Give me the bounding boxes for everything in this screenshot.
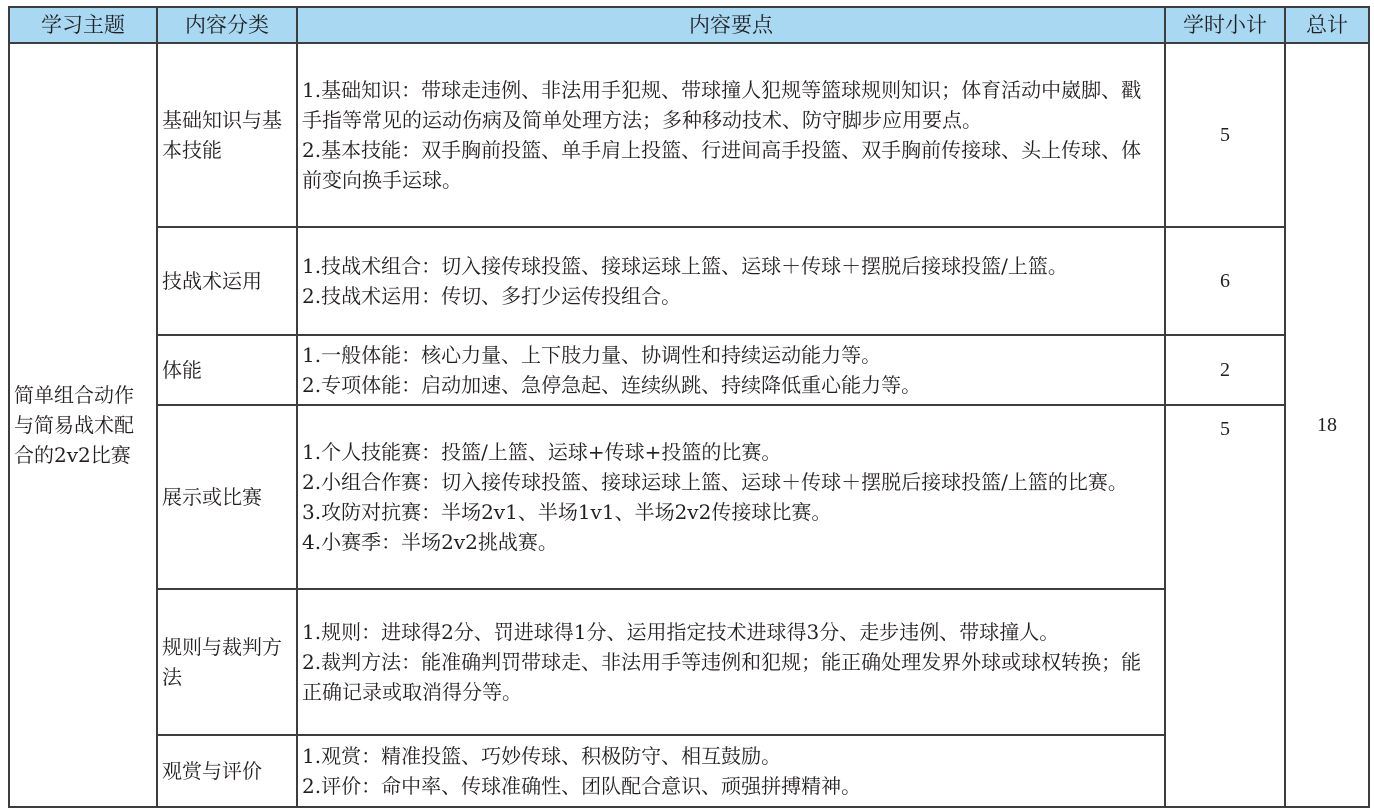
- content-point: 1.规则：进球得2分、罚进球得1分、运用指定技术进球得3分、走步违例、带球撞人。: [302, 620, 1060, 644]
- content-point: 2.小组合作赛：切入接传球投篮、接球运球上篮、运球＋传球＋摆脱后接球投篮/上篮的比赛。: [302, 470, 1128, 494]
- points-cell: [297, 227, 1165, 335]
- points-cell: [297, 405, 1165, 589]
- header-category: 内容分类: [157, 7, 297, 43]
- content-point: 2.评价：命中率、传球准确性、团队配合意识、顽强拼搏精神。: [302, 774, 862, 798]
- table-row: [9, 335, 1369, 405]
- category-cell: 观赏与评价: [157, 735, 297, 807]
- total-cell: 18: [1285, 43, 1369, 807]
- content-point: 1.基础知识：带球走违例、非法用手犯规、带球撞人犯规等篮球规则知识；体育活动中崴脚、戳手指等常见的运动伤病及简单处理方法；多种移动技术、防守脚步应用要点。: [302, 78, 1142, 132]
- content-point: 2.基本技能：双手胸前投篮、单手肩上投篮、行进间高手投篮、双手胸前传接球、头上传球、体前变向换手运球。: [302, 138, 1142, 192]
- header-points: 内容要点: [297, 7, 1165, 43]
- category-cell: 技战术运用: [157, 227, 297, 335]
- hours-cell: 6: [1165, 227, 1285, 335]
- header-topic: 学习主题: [9, 7, 157, 43]
- points-cell: [297, 43, 1165, 227]
- category-cell: 规则与裁判方法: [157, 589, 297, 735]
- hours-cell: 2: [1165, 335, 1285, 405]
- table-row: [9, 227, 1369, 335]
- content-point: 1.观赏：精准投篮、巧妙传球、积极防守、相互鼓励。: [302, 744, 782, 768]
- content-point: 4.小赛季：半场2v2挑战赛。: [302, 530, 558, 554]
- hours-cell: 5: [1165, 405, 1285, 807]
- content-point: 1.一般体能：核心力量、上下肢力量、协调性和持续运动能力等。: [302, 343, 882, 367]
- table-row: [9, 43, 1369, 227]
- content-point: 1.个人技能赛：投篮/上篮、运球+传球+投篮的比赛。: [302, 440, 782, 464]
- header-total: 总计: [1285, 7, 1369, 43]
- content-point: 2.裁判方法：能准确判罚带球走、非法用手等违例和犯规；能正确处理发界外球或球权转换；能正确记录或取消得分等。: [302, 650, 1142, 704]
- content-point: 2.技战术运用：传切、多打少运传投组合。: [302, 284, 682, 308]
- header-hours: 学时小计: [1165, 7, 1285, 43]
- topic-cell: 简单组合动作与简易战术配合的2v2比赛: [9, 43, 157, 807]
- course-content-table: [8, 6, 1370, 808]
- table-row: [9, 405, 1369, 589]
- content-point: 3.攻防对抗赛：半场2v1、半场1v1、半场2v2传接球比赛。: [302, 500, 832, 524]
- content-point: 1.技战术组合：切入接传球投篮、接球运球上篮、运球＋传球＋摆脱后接球投篮/上篮。: [302, 254, 1068, 278]
- points-cell: [297, 335, 1165, 405]
- category-cell: 基础知识与基本技能: [157, 43, 297, 227]
- header-row: [9, 7, 1369, 43]
- points-cell: [297, 735, 1165, 807]
- points-cell: [297, 589, 1165, 735]
- content-point: 2.专项体能：启动加速、急停急起、连续纵跳、持续降低重心能力等。: [302, 373, 922, 397]
- category-cell: 体能: [157, 335, 297, 405]
- hours-cell: 5: [1165, 43, 1285, 227]
- category-cell: 展示或比赛: [157, 405, 297, 589]
